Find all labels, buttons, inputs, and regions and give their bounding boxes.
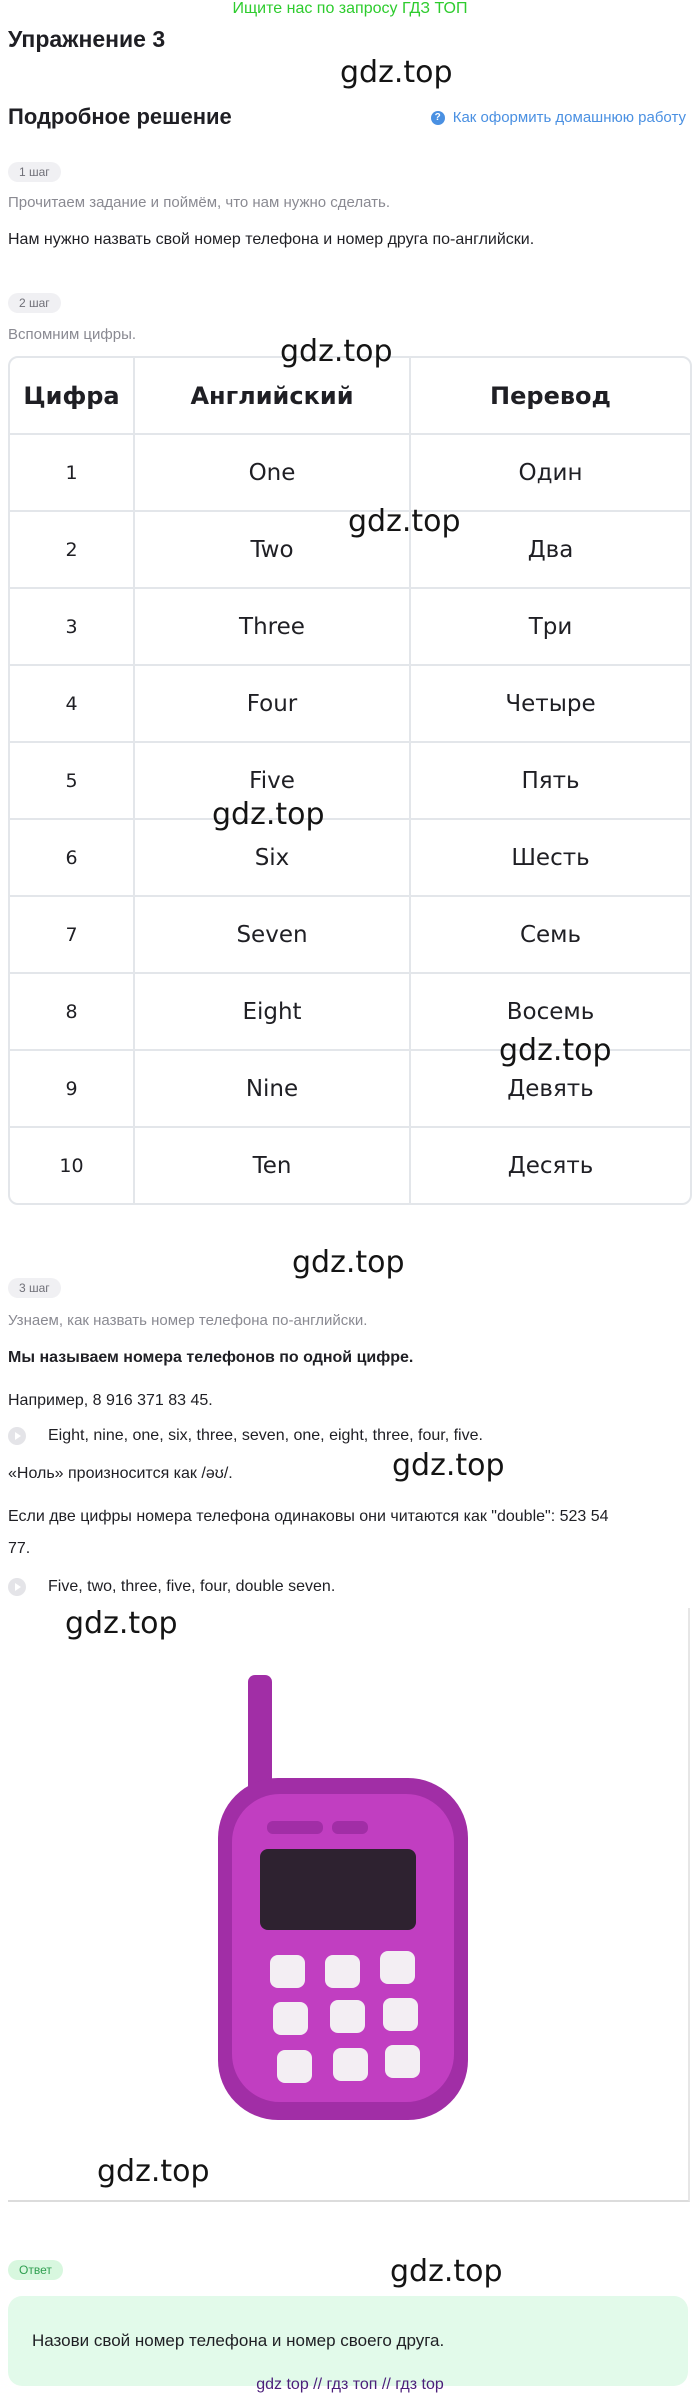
cell-english: Eight <box>135 974 411 1051</box>
cell-english: Three <box>135 589 411 666</box>
answer-box <box>8 2296 688 2386</box>
double-reading-row <box>8 1578 335 1596</box>
table-row <box>10 589 690 666</box>
step-3-example: Например, 8 916 371 83 45. <box>8 1392 213 1409</box>
header-english: Английский <box>135 358 411 435</box>
watermark: gdz.top <box>340 55 453 90</box>
header-digit: Цифра <box>10 358 135 435</box>
cell-digit: 3 <box>10 589 135 666</box>
top-banner[interactable]: Ищите нас по запросу ГДЗ ТОП <box>232 0 468 17</box>
cell-translation: Шесть <box>411 820 690 897</box>
watermark: gdz.top <box>212 797 325 832</box>
footer-separator: // <box>313 2376 323 2393</box>
step-3-rule: Мы называем номера телефонов по одной цифре. <box>8 1349 414 1366</box>
cell-digit: 10 <box>10 1128 135 1203</box>
cell-digit: 9 <box>10 1051 135 1128</box>
step-3-intro: Узнаем, как назвать номер телефона по-английски. <box>8 1312 368 1329</box>
footer-links <box>0 2376 700 2394</box>
cell-digit: 2 <box>10 512 135 589</box>
table-row <box>10 1128 690 1203</box>
watermark: gdz.top <box>499 1033 612 1068</box>
watermark: gdz.top <box>280 334 393 369</box>
answer-text: Назови свой номер телефона и номер своего друга. <box>32 2331 445 2350</box>
table-row <box>10 435 690 512</box>
phone-illustration-frame <box>8 1608 690 2202</box>
double-rule-line2: 77. <box>8 1540 31 1557</box>
watermark: gdz.top <box>390 2254 503 2289</box>
cell-english: Seven <box>135 897 411 974</box>
howto-link-label: Как оформить домашнюю работу <box>452 109 686 126</box>
table-row <box>10 666 690 743</box>
cell-translation: Один <box>411 435 690 512</box>
digits-table <box>8 356 692 1205</box>
cell-translation: Девять <box>411 1051 690 1128</box>
zero-note: «Ноль» произносится как /əʊ/. <box>8 1465 233 1482</box>
step-1-text: Нам нужно назвать свой номер телефона и номер друга по-английски. <box>8 231 535 248</box>
cell-translation: Десять <box>507 1152 594 1179</box>
cell-english: Five <box>135 743 411 820</box>
watermark: gdz.top <box>348 504 461 539</box>
cell-digit: 5 <box>10 743 135 820</box>
mobile-phone-icon <box>8 1608 688 2200</box>
cell-translation: Пять <box>411 743 690 820</box>
cell-translation: Четыре <box>411 666 690 743</box>
play-audio-icon[interactable] <box>8 1427 26 1445</box>
cell-translation: Восемь <box>411 974 690 1051</box>
cell-digit: 4 <box>10 666 135 743</box>
howto-link[interactable] <box>431 109 686 126</box>
double-reading: Five, two, three, five, four, double seven. <box>48 1578 336 1595</box>
watermark: gdz.top <box>65 1606 178 1641</box>
solution-title: Подробное решение <box>8 104 232 129</box>
cell-digit: 7 <box>10 897 135 974</box>
cell-translation: Два <box>411 512 690 589</box>
table-row <box>10 897 690 974</box>
cell-digit: 8 <box>10 974 135 1051</box>
example-reading-row <box>8 1427 483 1445</box>
cell-english: Nine <box>135 1051 411 1128</box>
watermark: gdz.top <box>97 2154 210 2189</box>
step-2-intro: Вспомним цифры. <box>8 326 137 343</box>
cell-translation: Три <box>411 589 690 666</box>
watermark: gdz.top <box>392 1448 505 1483</box>
cell-english: Six <box>135 820 411 897</box>
header-translation: Перевод <box>411 358 690 435</box>
watermark: gdz.top <box>292 1245 405 1280</box>
step-3-pill: 3 шаг <box>8 1278 61 1298</box>
help-icon: ? <box>431 111 445 125</box>
cell-digit: 1 <box>10 435 135 512</box>
table-row <box>10 820 690 897</box>
exercise-title: Упражнение 3 <box>8 26 166 52</box>
cell-english: Two <box>135 512 411 589</box>
footer-link[interactable]: гдз топ <box>326 2376 378 2393</box>
step-2-pill: 2 шаг <box>8 293 61 313</box>
double-rule-line1: Если две цифры номера телефона одинаковы они читаются как "double": 523 54 <box>8 1508 609 1525</box>
step-1-pill: 1 шаг <box>8 162 61 182</box>
cell-translation: Семь <box>411 897 690 974</box>
answer-pill: Ответ <box>8 2260 63 2280</box>
footer-link[interactable]: gdz top <box>256 2376 309 2393</box>
step-1-intro: Прочитаем задание и поймём, что нам нужно сделать. <box>8 194 391 211</box>
footer-separator: // <box>381 2376 391 2393</box>
play-audio-icon[interactable] <box>8 1578 26 1596</box>
footer-link[interactable]: гдз top <box>395 2376 444 2393</box>
example-reading: Eight, nine, one, six, three, seven, one, eight, three, four, five. <box>48 1427 483 1444</box>
table-row <box>10 743 690 820</box>
cell-digit: 6 <box>10 820 135 897</box>
cell-english: Ten <box>135 1128 411 1203</box>
cell-english: One <box>135 435 411 512</box>
table-header-row <box>10 358 690 435</box>
cell-english: Four <box>135 666 411 743</box>
